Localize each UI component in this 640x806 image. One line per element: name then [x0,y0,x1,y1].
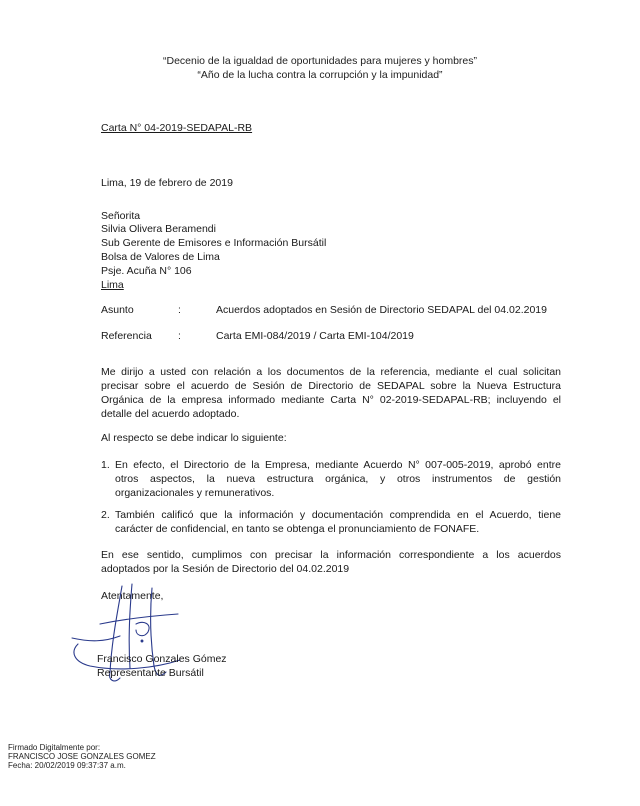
subject-colon: : [178,304,181,316]
closing-text: Atentamente, [101,590,164,602]
handwritten-signature [60,580,220,700]
list-item [101,508,561,536]
header-motto-line-2: “Año de la lucha contra la corrupción y la impunidad” [197,69,443,81]
paragraph-line: detalle del acuerdo adoptado. [101,408,240,420]
list-item-number: 1. [101,459,110,471]
digital-signature-date: Fecha: 20/02/2019 09:37:37 a.m. [8,761,126,770]
list-item-line: carácter de confidencial, en tanto se obtenga el pronunciamiento de FONAFE. [115,523,480,535]
list-item-text [115,458,561,500]
body-paragraph-2: Al respecto se debe indicar lo siguiente: [101,432,287,444]
letter-date: Lima, 19 de febrero de 2019 [101,177,233,189]
signer-title: Representante Bursátil [97,667,204,679]
body-paragraph-1 [101,365,561,421]
body-paragraph-3 [101,548,561,576]
reference-value: Carta EMI-084/2019 / Carta EMI-104/2019 [216,330,414,342]
digital-signature-name: FRANCISCO JOSE GONZALES GOMEZ [8,752,156,761]
subject-value: Acuerdos adoptados en Sesión de Directorio SEDAPAL del 04.02.2019 [216,304,547,316]
signer-name: Francisco Gonzales Gómez [97,653,227,665]
recipient-salutation: Señorita [101,210,141,222]
list-item-line: En efecto, el Directorio de la Empresa, mediante Acuerdo N° 007-005-2019, aprobó entre [115,459,561,471]
paragraph-line: En ese sentido, cumplimos con precisar la información correspondiente a los acuerdos [101,549,561,561]
list-item-line: organizacionales y remunerativos. [115,487,275,499]
list-item-line: otros aspectos, la nueva estructura orgánica, y otros instrumentos de gestión [115,473,561,485]
list-item-line: También calificó que la información y documentación comprendida en el Acuerdo, tiene [115,509,561,521]
list-item-number: 2. [101,509,110,521]
paragraph-line: Me dirijo a usted con relación a los documentos de la referencia, mediante el cual solicitan [101,366,561,378]
recipient-address: Psje. Acuña N° 106 [101,265,192,277]
reference-colon: : [178,330,181,342]
letter-number: Carta N° 04-2019-SEDAPAL-RB [101,122,253,134]
subject-label: Asunto [101,304,134,316]
recipient-city: Lima [101,279,124,291]
paragraph-line: precisar sobre el acuerdo de Sesión de Directorio de SEDAPAL sobre la Nueva Estructura [101,380,561,392]
recipient-organization: Bolsa de Valores de Lima [101,251,220,263]
reference-label: Referencia [101,330,152,342]
digital-signature-label: Firmado Digitalmente por: [8,743,101,752]
recipient-name: Silvia Olivera Beramendi [101,223,216,235]
recipient-position: Sub Gerente de Emisores e Información Bursátil [101,237,327,249]
list-item-text [115,508,561,536]
header-motto-line-1: “Decenio de la igualdad de oportunidades para mujeres y hombres” [162,55,478,67]
paragraph-line: Orgánica de la empresa informado mediante Carta N° 02-2019-SEDAPAL-RB; incluyendo el [101,394,561,406]
list-item [101,458,561,500]
paragraph-line: adoptados por la Sesión de Directorio del 04.02.2019 [101,563,350,575]
